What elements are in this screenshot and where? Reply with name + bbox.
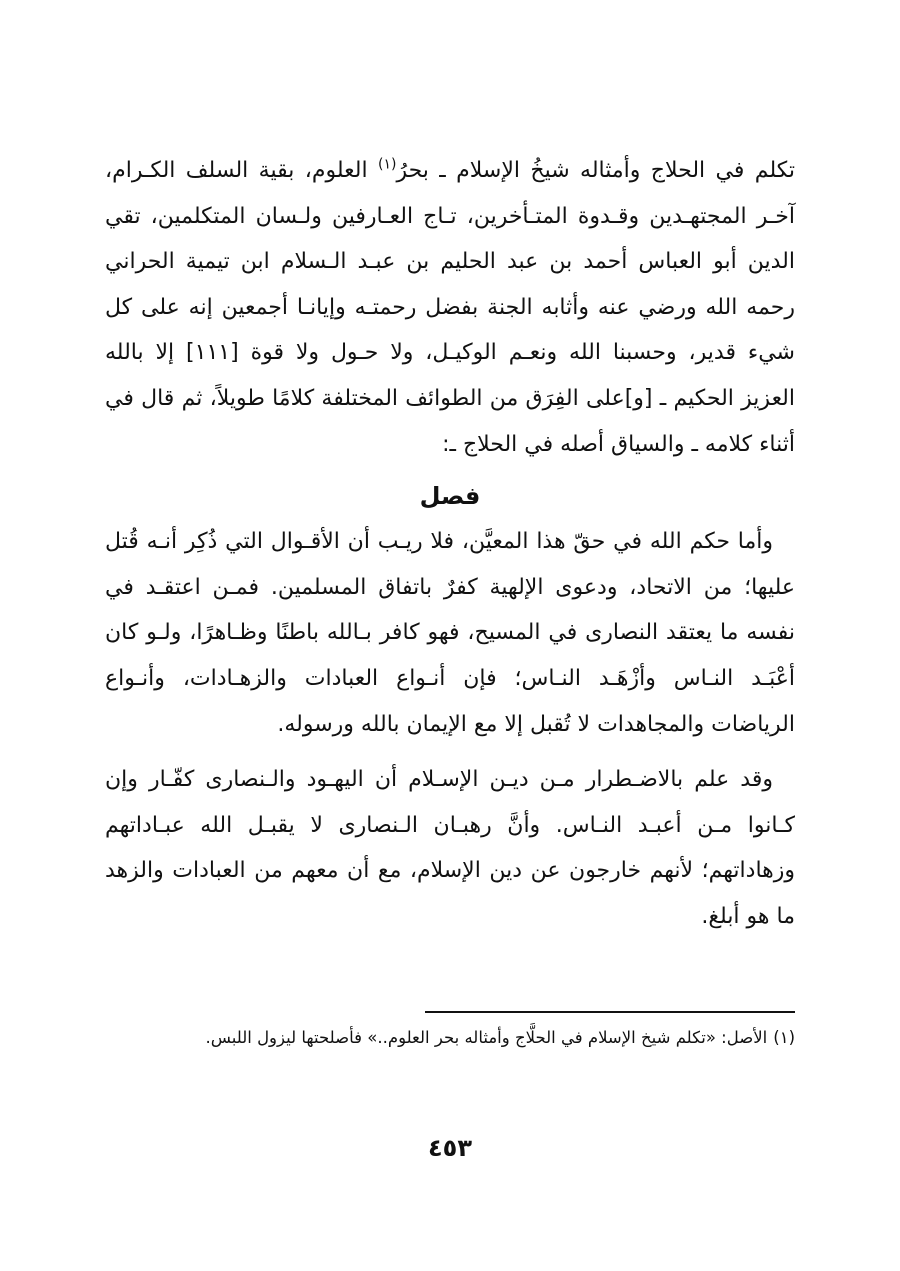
page-number: ٤٥٣: [428, 1134, 472, 1162]
paragraph-ruling: وأما حكم الله في حقّ هذا المعيَّن، فلا ريـب أن الأقـوال التي ذُكِر أنـه قُتل عليها؛ من الاتحاد، ودعوى الإلهية كفرٌ باتفاق المسلمين. فمـن اعتقـد في نفسه ما يعتقد النصارى في المسيح، فهو كافر بـالله باطنًا وظـاهرًا، ولـو كان أعْبَـد النـاس وأزْهَـد النـاس؛ فإن أنـواع العبادات والزهـادات، وأنـواع الرياضات والمجاهدات لا تُقبل إلا مع الإيمان بالله ورسوله.: [105, 529, 795, 737]
paragraph-intro: [105, 148, 795, 467]
footnote-reference: (١): [377, 156, 397, 173]
paragraph-knowledge: وقد علم بالاضـطرار مـن ديـن الإسـلام أن اليهـود والـنصارى كفّـار وإن كـانوا مـن أعبـد النـاس. وأنَّ رهبـان الـنصارى لا يقبـل الله عبـاداتهم وزهاداتهم؛ لأنهم خارجون عن دين الإسلام، مع أن معهم من العبادات والزهد ما هو أبلغ.: [105, 767, 795, 929]
footnote: [105, 1022, 795, 1054]
main-text: [105, 148, 795, 940]
footnote-text: الأصل: «تكلم شيخ الإسلام في الحلَّاج وأمثاله بحر العلوم..» فأصلحتها ليزول اللبس.: [205, 1028, 768, 1047]
footnote-number: (١): [773, 1028, 795, 1047]
section-title: فصل: [419, 482, 481, 511]
paragraph-intro-rest: العلوم، بقية السلف الكـرام، آخـر المجتهـدين وقـدوة المتـأخرين، تـاج العـارفين ولـسان المتكلمين، تقي الدين أبو العباس أحمد بن عبد الحليم بن عبـد الـسلام ابن تيمية الحراني رحمه الله ورضي عنه وأثابه الجنة بفضل رحمتـه وإيانـا أجمعين إنه على كل شيء قدير، وحسبنا الله ونعـم الوكيـل، ولا حـول ولا قوة [١١١] إلا بالله العزيز الحكيم ـ [و]على الفِرَق من الطوائف المختلفة كلامًا طويلاً، ثم قال في أثناء كلامه ـ والسياق أصله في الحلاج ـ:: [105, 158, 795, 457]
paragraph-intro-start: تكلم في الحلاج وأمثاله شيخُ الإسلام ـ بحرُ: [396, 158, 796, 183]
footnote-divider: [425, 1011, 795, 1013]
